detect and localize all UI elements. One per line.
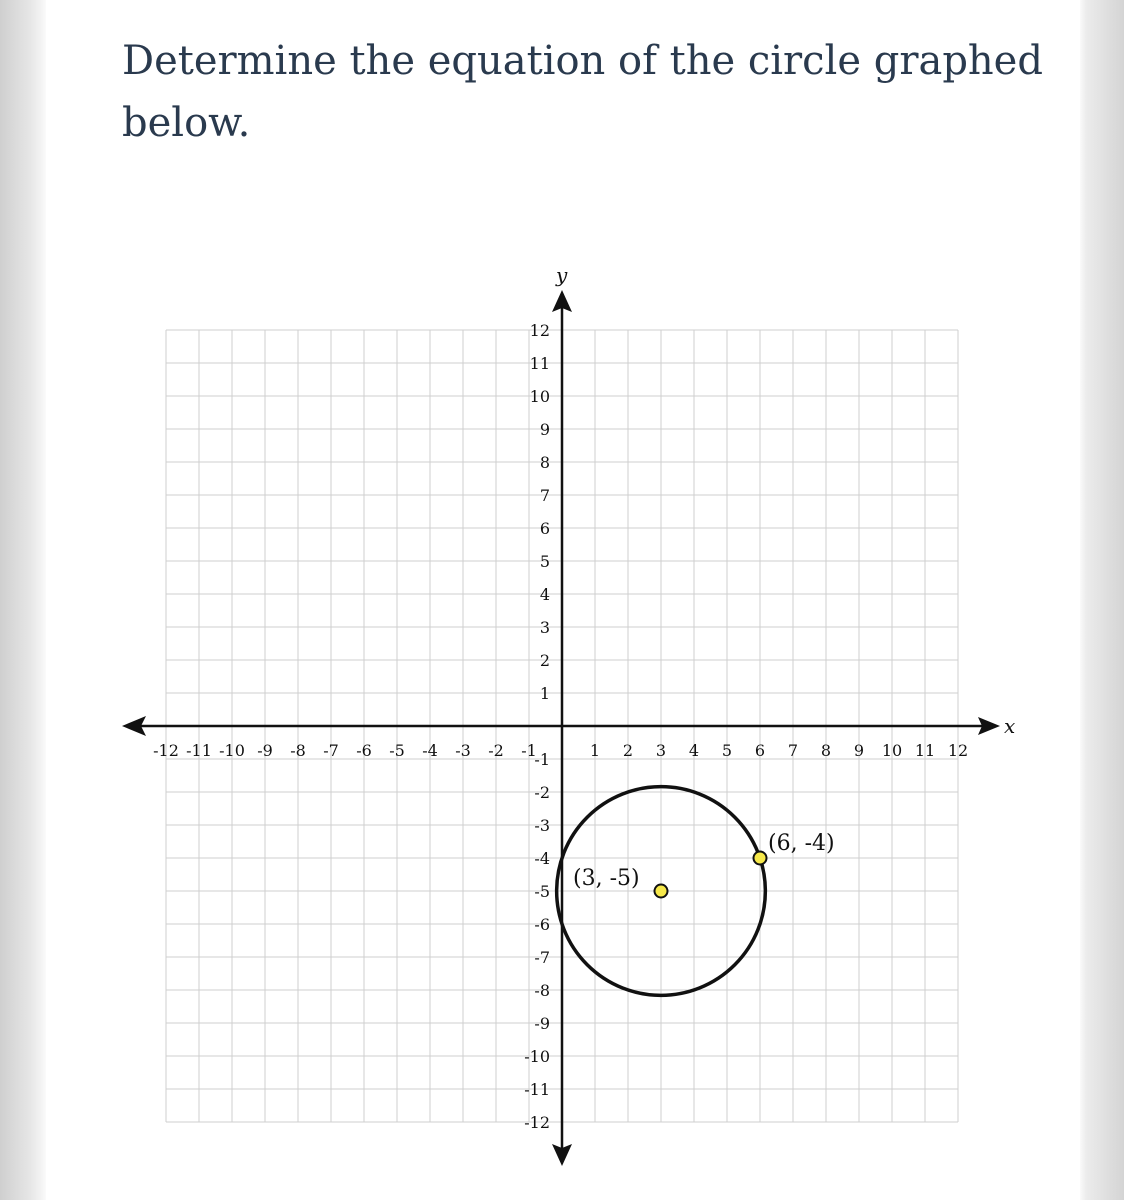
point-marker — [655, 885, 668, 898]
y-tick-label: -4 — [534, 849, 550, 868]
x-axis-label: x — [1004, 714, 1016, 738]
x-tick-label: -5 — [389, 741, 405, 760]
x-tick-label: 4 — [688, 741, 700, 760]
y-tick-label: 1 — [539, 684, 550, 703]
x-tick-label: 11 — [914, 741, 936, 760]
x-tick-label: 9 — [853, 741, 865, 760]
y-tick-label: -12 — [524, 1113, 550, 1132]
x-tick-label: 7 — [787, 741, 799, 760]
x-tick-label: -6 — [356, 741, 372, 760]
x-tick-label: -10 — [219, 741, 245, 760]
x-tick-label: 10 — [881, 741, 903, 760]
y-tick-label: -6 — [534, 915, 550, 934]
y-tick-label: -9 — [534, 1014, 550, 1033]
axes — [122, 290, 1000, 1166]
question-text: Determine the equation of the circle graphed below. — [122, 38, 1043, 146]
point-label: (3, -5) — [573, 866, 640, 891]
y-tick-label: -5 — [534, 882, 550, 901]
y-tick-label: -3 — [534, 816, 550, 835]
x-tick-label: 6 — [754, 741, 766, 760]
x-tick-label: 3 — [655, 741, 667, 760]
y-tick-label: 5 — [539, 552, 550, 571]
y-tick-label: 6 — [539, 519, 550, 538]
x-tick-label: -12 — [153, 741, 179, 760]
y-tick-label: 8 — [539, 453, 550, 472]
point-label: (6, -4) — [768, 831, 835, 856]
y-tick-label: -8 — [534, 981, 550, 1000]
y-tick-label: -1 — [534, 750, 550, 769]
y-tick-label: 12 — [529, 321, 550, 340]
x-tick-label: -9 — [257, 741, 273, 760]
y-tick-label: 7 — [539, 486, 550, 505]
y-tick-label: 9 — [539, 420, 550, 439]
x-tick-label: 2 — [622, 741, 634, 760]
x-tick-label: -3 — [455, 741, 471, 760]
x-tick-label: 5 — [721, 741, 733, 760]
x-tick-label: 8 — [820, 741, 832, 760]
y-tick-label: 11 — [529, 354, 550, 373]
y-tick-label: -10 — [524, 1047, 550, 1066]
x-tick-label: -7 — [323, 741, 339, 760]
y-tick-label: 4 — [539, 585, 550, 604]
x-tick-label: -8 — [290, 741, 306, 760]
point-marker — [754, 852, 767, 865]
x-tick-label: -1 — [521, 741, 537, 760]
y-tick-label: 3 — [539, 618, 550, 637]
x-tick-labels — [153, 741, 968, 760]
x-tick-label: 12 — [947, 741, 969, 760]
x-tick-label: -2 — [488, 741, 504, 760]
x-tick-label: -11 — [186, 741, 212, 760]
y-tick-label: -11 — [524, 1080, 550, 1099]
y-tick-label: 2 — [539, 651, 550, 670]
plotted-points — [573, 831, 835, 898]
x-tick-label: -4 — [422, 741, 438, 760]
x-tick-label: 1 — [589, 741, 601, 760]
y-tick-label: 10 — [529, 387, 550, 406]
y-tick-label: -7 — [534, 948, 550, 967]
y-tick-label: -2 — [534, 783, 550, 802]
y-axis-label: y — [556, 263, 568, 287]
